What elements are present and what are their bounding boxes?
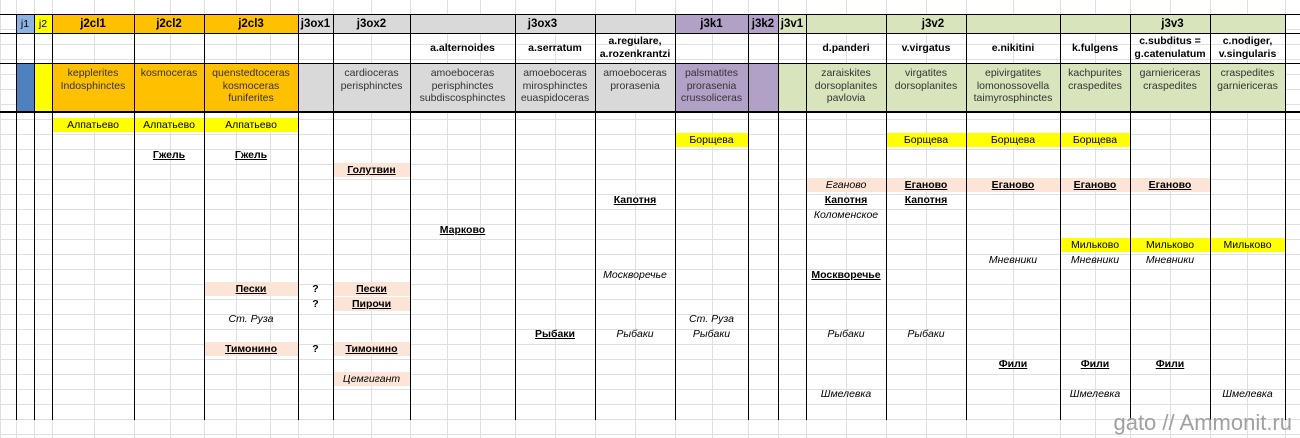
genus-name: mirosphinctes — [522, 79, 588, 92]
zone-species-cell — [515, 33, 595, 63]
locality-cell: Голутвин — [333, 163, 410, 177]
watermark: gato // Ammonit.ru — [1113, 410, 1292, 435]
uncertain-marker: ? — [312, 343, 319, 355]
locality-cell: Гжель — [234, 149, 268, 161]
stage-header: j3v1 — [780, 17, 804, 30]
genera-cell — [595, 63, 675, 111]
zone-species-name: a.regulare, — [608, 35, 662, 47]
column-border — [778, 14, 779, 420]
zone-species-name: k.fulgens — [1071, 41, 1119, 54]
locality-cell: Капотня — [904, 194, 948, 206]
column-border — [52, 14, 53, 420]
locality-cell: Пески — [204, 282, 298, 296]
zone-species-cell — [410, 33, 515, 63]
locality-cell: Капотня — [613, 194, 657, 206]
locality-cell: Шмелевка — [1222, 388, 1273, 400]
locality-cell: Москворечье — [811, 269, 881, 281]
locality-cell: Еганово — [806, 178, 886, 192]
locality-cell: Мильково — [1130, 238, 1210, 252]
genera-fill — [16, 63, 34, 111]
row-border — [0, 111, 1300, 113]
column-border — [748, 14, 749, 420]
zone-species-name: g.catenulatum — [1134, 48, 1206, 60]
zone-species-cell — [806, 33, 886, 63]
locality-cell: Фили — [1155, 358, 1185, 370]
genera-cell — [515, 63, 595, 111]
locality-cell: Коломенское — [813, 209, 879, 221]
genera-fill — [298, 63, 333, 111]
genera-fill — [34, 63, 52, 111]
locality-cell: Мильково — [1210, 238, 1285, 252]
genus-name: prorasenia — [686, 79, 737, 92]
locality-cell: Мневники — [1145, 254, 1195, 266]
locality-cell: Тимонино — [204, 342, 298, 356]
grid-hline — [0, 434, 1300, 435]
locality-cell: Еганово — [966, 178, 1060, 192]
locality-cell: Мильково — [1060, 238, 1130, 252]
genera-cell — [134, 63, 204, 111]
locality-cell: Мневники — [1070, 254, 1120, 266]
grid-hline — [0, 284, 1300, 285]
zone-species-cell — [1130, 33, 1210, 63]
locality-cell: Ст. Руза — [228, 313, 274, 325]
genus-name: zaraiskites — [821, 67, 871, 79]
zone-species-name: e.nikitini — [991, 41, 1035, 54]
genera-cell — [52, 63, 134, 111]
genus-name: virgatites — [904, 67, 947, 79]
stage-header: j3v2 — [921, 17, 945, 30]
genus-name: funiferites — [228, 92, 274, 105]
uncertain-marker: ? — [312, 298, 319, 310]
genus-name: euaspidoceras — [520, 92, 590, 105]
column-border — [886, 14, 887, 420]
locality-cell: Рыбаки — [907, 328, 945, 340]
grid-hline — [0, 164, 1300, 165]
locality-cell: Фили — [1080, 358, 1110, 370]
genus-name: cardioceras — [344, 67, 399, 79]
locality-cell: Борщева — [675, 133, 748, 147]
locality-cell: Алпатьево — [134, 118, 204, 132]
stage-header: j3k1 — [700, 17, 723, 30]
stage-header: j3ox3 — [527, 17, 558, 30]
zone-species-name: a.rozenkrantzi — [599, 48, 671, 60]
locality-cell: Борщева — [886, 133, 966, 147]
grid-hline — [0, 344, 1300, 345]
row-border — [0, 63, 1300, 64]
zone-species-cell — [1060, 33, 1130, 63]
genus-name: amoeboceras — [523, 67, 587, 79]
genus-name: kachpurites — [1068, 67, 1122, 79]
zone-species-name: v.singularis — [1218, 48, 1277, 60]
genera-cell — [333, 63, 410, 111]
grid-hline — [0, 299, 1300, 300]
column-border — [410, 14, 411, 420]
genus-name: pavlovia — [826, 92, 866, 105]
genera-cell — [1210, 63, 1285, 111]
grid-hline — [0, 314, 1300, 315]
column-border — [675, 14, 676, 420]
locality-cell: Пирочи — [333, 297, 410, 311]
column-border — [204, 14, 205, 420]
grid-hline — [0, 419, 1300, 420]
column-border — [966, 14, 967, 420]
genus-name: kosmoceras — [222, 79, 280, 92]
genus-name: quenstedtoceras — [212, 67, 290, 79]
zone-species-cell — [1210, 33, 1285, 63]
zone-species-cell — [886, 33, 966, 63]
genus-name: dorsoplanites — [894, 79, 958, 92]
genus-name: subdiscosphinctes — [419, 92, 506, 105]
locality-cell: Рыбаки — [616, 328, 654, 340]
zone-species-name: v.virgatus — [901, 41, 951, 54]
genus-name: dorsoplanites — [814, 79, 878, 92]
column-border — [1210, 14, 1211, 420]
locality-cell: Алпатьево — [52, 118, 134, 132]
stage-header: j2cl1 — [80, 17, 106, 30]
genera-fill — [778, 63, 806, 111]
grid-hline — [0, 404, 1300, 405]
locality-cell: Борщева — [966, 133, 1060, 147]
column-border — [16, 14, 17, 420]
genus-name: Indosphinctes — [60, 79, 126, 92]
column-border — [595, 14, 596, 420]
locality-cell: Ст. Руза — [689, 313, 734, 325]
genus-name: taimyrosphinctes — [973, 92, 1053, 105]
zone-species-cell — [595, 33, 675, 63]
genus-name: amoeboceras — [430, 67, 495, 79]
locality-cell: Мневники — [988, 254, 1038, 266]
zone-species-name: d.panderi — [822, 41, 870, 54]
locality-cell: Еганово — [1060, 178, 1130, 192]
genus-name: garniericeras — [1139, 67, 1201, 79]
genera-fill — [748, 63, 778, 111]
stage-header: j3ox2 — [356, 17, 387, 30]
stage-header: j2 — [38, 17, 48, 30]
genera-cell — [1130, 63, 1210, 111]
column-border — [333, 14, 334, 420]
zone-species-name: c.nodiger, — [1222, 35, 1273, 47]
column-border — [1285, 14, 1286, 420]
locality-cell: Рыбаки — [534, 328, 575, 340]
stage-header: j2cl2 — [156, 17, 182, 30]
locality-cell: Тимонино — [333, 342, 410, 356]
grid-vline — [0, 0, 1, 438]
locality-cell: Еганово — [886, 178, 966, 192]
stage-header: j3ox1 — [300, 17, 331, 30]
column-border — [1060, 14, 1061, 420]
row-border — [0, 14, 1300, 15]
zone-species-name: c.subditus = — [1139, 35, 1201, 47]
genus-name: epivirgatites — [984, 67, 1042, 79]
grid-hline — [0, 374, 1300, 375]
genus-name: garniericeras — [1217, 79, 1278, 92]
stage-header: j3k2 — [751, 17, 775, 30]
locality-cell: Москворечье — [603, 269, 667, 281]
locality-cell: Марково — [439, 224, 486, 236]
genera-cell — [1060, 63, 1130, 111]
genus-name: perisphinctes — [340, 79, 403, 92]
genera-cell — [204, 63, 298, 111]
locality-cell: Рыбаки — [827, 328, 865, 340]
genera-cell — [675, 63, 748, 111]
column-border — [298, 14, 299, 420]
column-border — [34, 14, 35, 420]
locality-cell: Пески — [333, 282, 410, 296]
genus-name: craspedites — [1143, 79, 1197, 92]
genus-name: palsmatites — [684, 67, 739, 79]
zone-species-name: a.serratum — [528, 41, 582, 54]
genus-name: craspedites — [1068, 79, 1122, 92]
locality-cell: Фили — [998, 358, 1028, 370]
row-border — [0, 33, 1300, 34]
locality-cell: Борщева — [1060, 133, 1130, 147]
locality-cell: Капотня — [824, 194, 868, 206]
grid-hline — [0, 209, 1300, 210]
genus-name: prorasenia — [610, 79, 660, 92]
genus-name: lomonossovella — [976, 79, 1050, 92]
column-border — [134, 14, 135, 420]
column-border — [806, 14, 807, 420]
locality-cell: Цемгигант — [333, 372, 410, 386]
locality-cell: Рыбаки — [692, 328, 731, 340]
locality-cell: Алпатьево — [204, 118, 298, 132]
locality-cell: Шмелевка — [820, 388, 872, 400]
zone-species-cell — [966, 33, 1060, 63]
genus-name: amoeboceras — [603, 67, 667, 79]
genus-name: perisphinctes — [431, 79, 494, 92]
genera-cell — [410, 63, 515, 111]
column-border — [515, 14, 516, 420]
genus-name: kepplerites — [67, 67, 119, 79]
genera-cell — [966, 63, 1060, 111]
stage-header: j3v3 — [1161, 17, 1184, 30]
genera-cell — [806, 63, 886, 111]
zone-species-name: a.alternoides — [430, 41, 495, 54]
genera-cell — [886, 63, 966, 111]
stage-header: j1 — [20, 17, 30, 30]
grid-hline — [0, 224, 1300, 225]
genus-name: craspedites — [1220, 67, 1275, 79]
column-border — [1130, 14, 1131, 420]
uncertain-marker: ? — [312, 283, 319, 295]
genus-name: kosmoceras — [140, 67, 198, 79]
locality-cell: Шмелевка — [1069, 388, 1121, 400]
genus-name: crussoliceras — [680, 92, 743, 105]
stage-header: j2cl3 — [238, 17, 264, 30]
locality-cell: Еганово — [1130, 178, 1210, 192]
locality-cell: Гжель — [152, 149, 186, 161]
